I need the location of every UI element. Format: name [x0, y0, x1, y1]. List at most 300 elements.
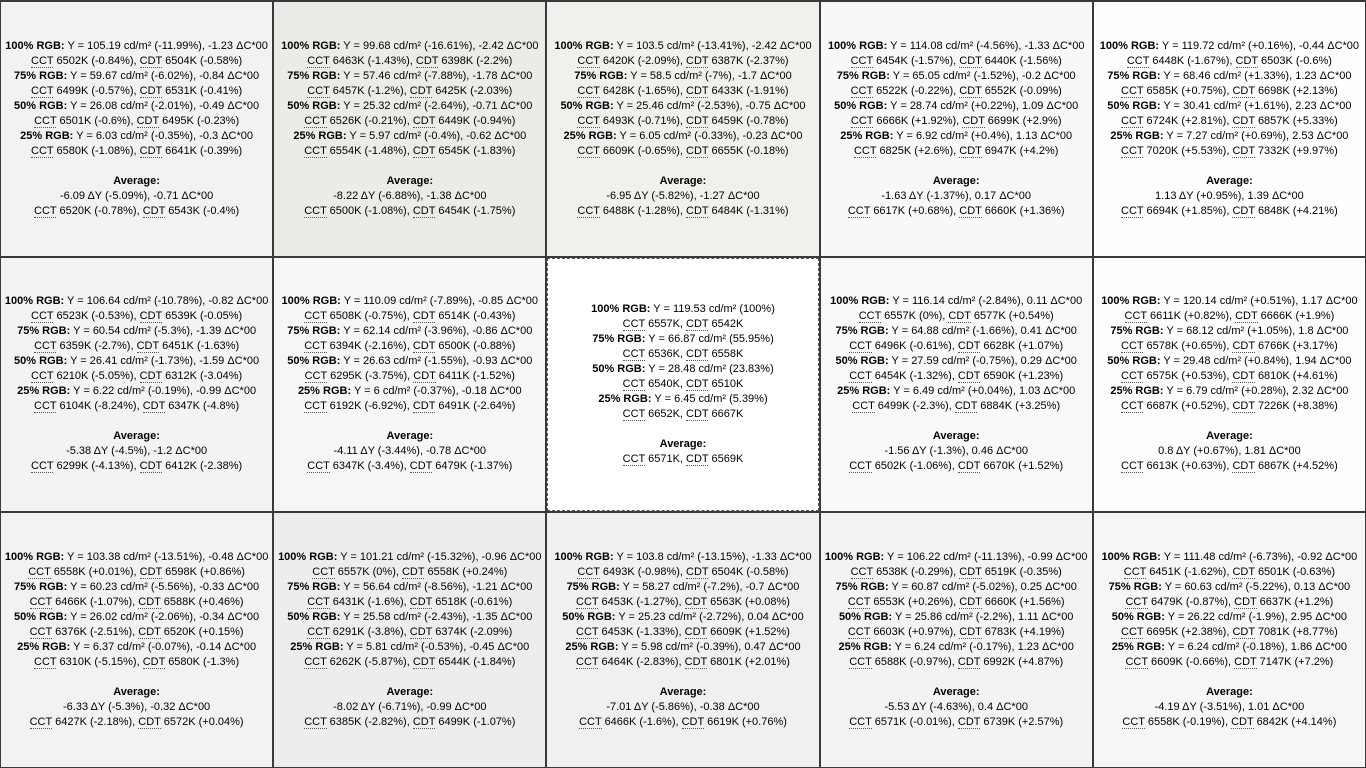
rgb-level-label: 25% RGB:	[840, 129, 894, 142]
cct-value: 6262K (-5.87%),	[329, 656, 410, 669]
rgb-level-label: 25% RGB:	[565, 641, 619, 654]
cdt-value: 6539K (-0.05%)	[165, 310, 243, 323]
cct-value: 6496K (-0.61%),	[874, 340, 955, 353]
cct-abbr: CCT	[307, 460, 330, 473]
measurement-cell	[821, 513, 1092, 767]
rgb-level-line	[1107, 354, 1351, 369]
rgb-level-line	[287, 324, 532, 339]
cdt-abbr: CDT	[412, 114, 436, 127]
cct-abbr: CCT	[34, 400, 57, 413]
temperature-line	[304, 655, 515, 670]
cct-abbr: CCT	[31, 84, 54, 97]
cct-abbr: CCT	[31, 460, 54, 473]
cct-abbr: CCT	[304, 400, 327, 413]
cct-abbr: CCT	[304, 340, 327, 353]
rgb-level-label: 100% RGB:	[5, 39, 65, 52]
cdt-abbr: CDT	[409, 84, 433, 97]
cct-value: 6508K (-0.75%),	[329, 310, 410, 323]
average-heading: Average:	[932, 430, 980, 443]
rgb-level-line	[834, 99, 1078, 114]
rgb-level-line	[287, 580, 532, 595]
cdt-value: 6628K (+1.07%)	[983, 340, 1064, 353]
temperature-line	[304, 144, 515, 159]
luminance-value: Y = 60.54 cd/m² (-5.3%), -1.39 ΔC*00	[73, 325, 257, 338]
cct-value: 6540K,	[648, 377, 683, 390]
average-heading: Average:	[113, 686, 160, 699]
cdt-value: 6440K (-1.56%)	[984, 54, 1062, 67]
luminance-value: Y = 120.14 cd/m² (+0.51%), 1.17 ΔC*00	[1163, 295, 1358, 308]
luminance-value: Y = 7.27 cd/m² (+0.69%), 2.53 ΔC*00	[1166, 129, 1349, 142]
temperature-line	[1121, 144, 1338, 159]
cdt-abbr: CDT	[1235, 54, 1258, 67]
cdt-value: 6670K (+1.52%)	[983, 460, 1064, 473]
cdt-value: 6558K	[711, 347, 744, 360]
cct-abbr: CCT	[1121, 370, 1144, 383]
rgb-level-line	[282, 294, 539, 309]
cdt-value: 6387K (-2.37%)	[711, 54, 789, 67]
average-delta: -8.02 ΔY (-6.71%), -0.99 ΔC*00	[333, 701, 487, 714]
temperature-line	[34, 399, 239, 414]
average-delta: -4.19 ΔY (-3.51%), 1.01 ΔC*00	[1154, 701, 1305, 714]
rgb-level-label: 75% RGB:	[1110, 325, 1164, 338]
cct-value: 6585K (+0.75%),	[1146, 84, 1230, 97]
cct-abbr: CCT	[579, 716, 602, 729]
rgb-level-label: 100% RGB:	[554, 551, 614, 564]
cdt-value: 6545K (-1.83%)	[438, 144, 516, 157]
average-temperature-line	[30, 715, 244, 730]
cct-abbr: CCT	[28, 566, 51, 579]
cdt-abbr: CDT	[684, 626, 708, 639]
rgb-level-line	[17, 384, 256, 399]
rgb-level-label: 100% RGB:	[554, 39, 614, 52]
luminance-value: Y = 6.37 cd/m² (-0.07%), -0.14 ΔC*00	[73, 641, 257, 654]
rgb-level-label: 75% RGB:	[287, 69, 341, 82]
cct-value: 6502K (-0.84%),	[56, 54, 137, 67]
rgb-level-line	[14, 69, 259, 84]
cdt-abbr: CDT	[957, 460, 981, 473]
temperature-line	[1121, 339, 1338, 354]
luminance-value: Y = 58.5 cd/m² (-7%), -1.7 ΔC*00	[630, 69, 792, 82]
cct-value: 6466K (-1.07%),	[55, 596, 136, 609]
cct-abbr: CCT	[29, 716, 53, 729]
luminance-value: Y = 6.45 cd/m² (5.39%)	[654, 392, 768, 405]
cct-value: 6385K (-2.82%),	[329, 716, 410, 729]
cct-abbr: CCT	[576, 596, 599, 609]
luminance-value: Y = 58.27 cd/m² (-7.2%), -0.7 ΔC*00	[622, 581, 800, 594]
temperature-line	[31, 54, 242, 69]
rgb-level-label: 100% RGB:	[281, 39, 341, 52]
cct-abbr: CCT	[1121, 144, 1144, 157]
cdt-value: 6577K (+0.54%)	[973, 310, 1054, 323]
cdt-value: 6552K (-0.09%)	[984, 84, 1062, 97]
temperature-line	[30, 595, 244, 610]
temperature-line	[28, 565, 245, 580]
rgb-level-line	[1110, 324, 1348, 339]
luminance-value: Y = 103.8 cd/m² (-13.15%), -1.33 ΔC*00	[616, 551, 812, 564]
luminance-value: Y = 59.67 cd/m² (-6.02%), -0.84 ΔC*00	[70, 69, 260, 82]
cct-abbr: CCT	[34, 340, 57, 353]
rgb-level-line	[830, 294, 1082, 309]
luminance-value: Y = 119.72 cd/m² (+0.16%), -0.44 ΔC*00	[1161, 39, 1360, 52]
rgb-level-label: 75% RGB:	[14, 581, 68, 594]
rgb-level-label: 25% RGB:	[1110, 385, 1164, 398]
cdt-value: 6518K (-0.61%)	[435, 596, 513, 609]
cct-value: 6603K (+0.97%),	[873, 626, 957, 639]
temperature-line	[34, 655, 239, 670]
average-heading: Average:	[1206, 686, 1253, 699]
cdt-value: 6698K (+2.13%)	[1257, 84, 1338, 97]
luminance-value: Y = 6.49 cd/m² (+0.04%), 1.03 ΔC*00	[893, 385, 1076, 398]
cct-abbr: CCT	[304, 144, 327, 157]
temperature-line	[848, 595, 1065, 610]
cdt-value: 7226K (+8.38%)	[1257, 400, 1338, 413]
cct-value: 6428K (-1.65%),	[602, 84, 683, 97]
average-heading: Average:	[386, 686, 434, 699]
rgb-level-label: 75% RGB:	[836, 69, 890, 82]
cdt-value: 6479K (-1.37%)	[435, 460, 513, 473]
rgb-level-label: 75% RGB:	[835, 325, 889, 338]
rgb-level-line	[839, 640, 1074, 655]
luminance-value: Y = 101.21 cd/m² (-15.32%), -0.96 ΔC*00	[340, 551, 542, 564]
cct-abbr: CCT	[577, 144, 600, 157]
cct-abbr: CCT	[307, 84, 330, 97]
rgb-level-line	[835, 324, 1076, 339]
average-heading: Average:	[1206, 174, 1253, 187]
rgb-level-label: 25% RGB:	[17, 385, 71, 398]
cct-abbr: CCT	[847, 204, 871, 217]
cdt-abbr: CDT	[957, 370, 981, 383]
measurement-cell	[1094, 2, 1365, 256]
cdt-value: 6411K (-1.52%)	[438, 370, 515, 383]
cct-abbr: CCT	[849, 716, 872, 729]
rgb-level-label: 100% RGB:	[824, 551, 885, 564]
luminance-value: Y = 68.46 cd/m² (+1.33%), 1.23 ΔC*00	[1163, 69, 1352, 82]
temperature-line	[1121, 399, 1338, 414]
cdt-abbr: CDT	[1234, 656, 1257, 669]
luminance-value: Y = 6.05 cd/m² (-0.33%), -0.23 ΔC*00	[619, 129, 803, 142]
rgb-level-line	[14, 354, 259, 369]
average-temperature-line	[1122, 715, 1336, 730]
cdt-value: 6783K (+4.19%)	[984, 626, 1065, 639]
luminance-value: Y = 25.86 cd/m² (-2.2%), 1.11 ΔC*00	[894, 611, 1074, 624]
rgb-level-label: 100% RGB:	[4, 295, 65, 308]
rgb-level-label: 50% RGB:	[1111, 611, 1165, 624]
temperature-line	[304, 114, 515, 129]
cdt-abbr: CDT	[139, 54, 163, 67]
cdt-abbr: CDT	[138, 716, 161, 729]
temperature-line	[577, 114, 788, 129]
average-temperature-line	[304, 204, 515, 219]
cct-abbr: CCT	[622, 317, 646, 330]
average-delta: 1.13 ΔY (+0.95%), 1.39 ΔC*00	[1155, 189, 1304, 202]
rgb-level-label: 50% RGB:	[14, 355, 68, 368]
cct-abbr: CCT	[852, 400, 875, 413]
rgb-level-label: 100% RGB:	[281, 295, 341, 308]
luminance-value: Y = 103.5 cd/m² (-13.41%), -2.42 ΔC*00	[616, 39, 812, 52]
cdt-abbr: CDT	[409, 596, 433, 609]
measurement-cell	[1, 513, 272, 767]
rgb-level-line	[574, 69, 792, 84]
luminance-value: Y = 26.02 cd/m² (-2.06%), -0.34 ΔC*00	[70, 611, 260, 624]
cct-abbr: CCT	[1122, 716, 1145, 729]
cdt-value: 6425K (-2.03%)	[435, 84, 513, 97]
cct-value: 6523K (-0.53%),	[56, 310, 137, 323]
rgb-level-line	[825, 550, 1088, 565]
cct-value: 6104K (-8.24%),	[59, 400, 140, 413]
rgb-level-label: 25% RGB:	[598, 392, 652, 405]
cdt-value: 6563K (+0.08%)	[710, 596, 790, 609]
cdt-abbr: CDT	[948, 310, 971, 323]
temperature-line	[848, 625, 1065, 640]
rgb-level-label: 50% RGB:	[287, 611, 341, 624]
cdt-abbr: CDT	[686, 377, 709, 390]
luminance-value: Y = 105.19 cd/m² (-11.99%), -1.23 ΔC*00	[67, 39, 268, 52]
temperature-line	[577, 84, 788, 99]
cct-value: 6347K (-3.4%),	[332, 460, 407, 473]
rgb-level-line	[287, 354, 532, 369]
measurement-cell	[1, 258, 272, 512]
cdt-abbr: CDT	[959, 204, 982, 217]
cdt-value: 6312K (-3.04%)	[165, 370, 243, 383]
average-temperature-line	[31, 459, 242, 474]
luminance-value: Y = 6.24 cd/m² (-0.18%), 1.86 ΔC*00	[1167, 641, 1348, 654]
luminance-value: Y = 6.92 cd/m² (+0.4%), 1.13 ΔC*00	[896, 129, 1073, 142]
rgb-level-label: 50% RGB:	[838, 611, 893, 624]
average-temperature-line	[849, 459, 1063, 474]
rgb-level-line	[5, 550, 268, 565]
cct-abbr: CCT	[850, 54, 874, 67]
cct-value: 6502K (-1.06%),	[874, 460, 955, 473]
luminance-value: Y = 106.64 cd/m² (-10.78%), -0.82 ΔC*00	[67, 295, 269, 308]
cdt-abbr: CDT	[959, 566, 982, 579]
luminance-value: Y = 56.64 cd/m² (-8.56%), -1.21 ΔC*00	[343, 581, 533, 594]
rgb-level-line	[567, 580, 800, 595]
cdt-value: 6660K (+1.56%)	[984, 596, 1065, 609]
cdt-abbr: CDT	[684, 596, 708, 609]
temperature-line	[851, 84, 1062, 99]
average-temperature-line	[1121, 204, 1338, 219]
rgb-level-line	[592, 362, 774, 377]
luminance-value: Y = 66.87 cd/m² (55.95%)	[648, 332, 774, 345]
rgb-level-line	[840, 129, 1072, 144]
luminance-value: Y = 111.48 cd/m² (-6.73%), -0.92 ΔC*00	[1163, 551, 1358, 564]
cct-abbr: CCT	[1121, 460, 1144, 473]
temperature-line	[304, 309, 515, 324]
cdt-value: 6544K (-1.84%)	[438, 656, 516, 669]
temperature-line	[31, 84, 242, 99]
cdt-abbr: CDT	[957, 656, 981, 669]
cct-abbr: CCT	[1121, 400, 1144, 413]
cct-value: 6687K (+0.52%),	[1146, 400, 1230, 413]
rgb-level-label: 50% RGB:	[592, 362, 646, 375]
luminance-value: Y = 110.09 cd/m² (-7.89%), -0.85 ΔC*00	[343, 295, 539, 308]
measurement-cell	[274, 258, 545, 512]
cdt-value: 6454K (-1.75%)	[438, 204, 516, 217]
measurement-cell	[1094, 513, 1365, 767]
cct-value: 6557K (0%),	[337, 566, 399, 579]
cdt-abbr: CDT	[1232, 144, 1255, 157]
cdt-value: 6451K (-1.63%)	[162, 340, 240, 353]
rgb-level-line	[5, 294, 268, 309]
rgb-level-label: 25% RGB:	[20, 129, 74, 142]
rgb-level-line	[1110, 384, 1348, 399]
rgb-level-label: 100% RGB:	[591, 302, 651, 315]
rgb-level-label: 25% RGB:	[563, 129, 617, 142]
cct-value: 6609K (-0.65%),	[602, 144, 683, 157]
cdt-value: 6520K (+0.15%)	[163, 626, 244, 639]
cdt-abbr: CDT	[142, 204, 166, 217]
cdt-abbr: CDT	[139, 460, 163, 473]
temperature-line	[307, 595, 512, 610]
rgb-level-label: 75% RGB:	[14, 69, 68, 82]
cdt-value: 6433K (-1.91%)	[711, 84, 789, 97]
cct-abbr: CCT	[34, 204, 57, 217]
cct-value: 6427K (-2.18%),	[55, 716, 136, 729]
cdt-value: 6867K (+4.52%)	[1257, 460, 1338, 473]
rgb-level-line	[592, 332, 774, 347]
cct-value: 6538K (-0.29%),	[876, 566, 957, 579]
average-delta: -6.33 ΔY (-5.3%), -0.32 ΔC*00	[63, 701, 211, 714]
cdt-abbr: CDT	[136, 340, 160, 353]
rgb-level-line	[1109, 580, 1350, 595]
temperature-line	[851, 114, 1062, 129]
cdt-value: 6842K (+4.14%)	[1256, 716, 1337, 729]
cdt-abbr: CDT	[139, 84, 163, 97]
cdt-abbr: CDT	[681, 716, 705, 729]
rgb-level-label: 75% RGB:	[835, 581, 889, 594]
luminance-value: Y = 64.88 cd/m² (-1.66%), 0.41 ΔC*00	[891, 325, 1077, 338]
rgb-level-line	[1112, 610, 1347, 625]
luminance-value: Y = 57.46 cd/m² (-7.88%), -1.78 ΔC*00	[343, 69, 533, 82]
reference-cell	[547, 258, 818, 512]
temperature-line	[31, 144, 242, 159]
rgb-level-line	[1102, 550, 1358, 565]
rgb-level-label: 75% RGB:	[566, 581, 620, 594]
rgb-level-line	[554, 39, 811, 54]
cct-value: 6453K (-1.27%),	[601, 596, 682, 609]
cct-value: 6588K (-0.97%),	[874, 656, 955, 669]
cdt-abbr: CDT	[136, 114, 160, 127]
temperature-line	[851, 54, 1062, 69]
cct-abbr: CCT	[849, 370, 872, 383]
cct-abbr: CCT	[1124, 310, 1147, 323]
cdt-abbr: CDT	[1235, 310, 1258, 323]
cdt-value: 6412K (-2.38%)	[165, 460, 243, 473]
luminance-value: Y = 106.22 cd/m² (-11.13%), -0.99 ΔC*00	[887, 551, 1088, 564]
cdt-value: 6484K (-1.31%)	[711, 204, 789, 217]
cdt-value: 6609K (+1.52%)	[710, 626, 790, 639]
cct-value: 6310K (-5.15%),	[59, 656, 140, 669]
rgb-level-label: 25% RGB:	[838, 641, 892, 654]
cdt-abbr: CDT	[954, 400, 978, 413]
cct-abbr: CCT	[850, 84, 874, 97]
cct-value: 6394K (-2.16%),	[329, 340, 410, 353]
luminance-value: Y = 60.23 cd/m² (-5.56%), -0.33 ΔC*00	[70, 581, 260, 594]
cct-abbr: CCT	[577, 54, 600, 67]
rgb-level-line	[14, 99, 259, 114]
cct-value: 6553K (+0.26%),	[873, 596, 957, 609]
cdt-abbr: CDT	[1232, 400, 1255, 413]
average-temperature-line	[848, 204, 1065, 219]
temperature-line	[307, 54, 512, 69]
cct-value: 6501K (-0.6%),	[59, 114, 134, 127]
rgb-level-label: 100% RGB:	[278, 551, 338, 564]
rgb-level-label: 100% RGB:	[827, 39, 888, 52]
cct-abbr: CCT	[304, 204, 327, 217]
cdt-value: 6637K (+1.2%)	[1259, 596, 1334, 609]
cct-value: 6499K (-2.3%),	[877, 400, 952, 413]
temperature-line	[852, 399, 1060, 414]
cdt-abbr: CDT	[959, 626, 982, 639]
luminance-value: Y = 30.41 cd/m² (+1.61%), 2.23 ΔC*00	[1163, 99, 1352, 112]
luminance-value: Y = 27.59 cd/m² (-0.75%), 0.29 ΔC*00	[891, 355, 1077, 368]
cct-abbr: CCT	[1126, 54, 1150, 67]
luminance-value: Y = 28.48 cd/m² (23.83%)	[648, 362, 774, 375]
cdt-abbr: CDT	[686, 204, 709, 217]
luminance-value: Y = 99.68 cd/m² (-16.61%), -2.42 ΔC*00	[343, 39, 539, 52]
cdt-abbr: CDT	[139, 144, 163, 157]
cct-value: 6724K (+2.81%),	[1146, 114, 1230, 127]
rgb-level-line	[17, 640, 256, 655]
temperature-line	[34, 339, 239, 354]
temperature-line	[623, 347, 744, 362]
luminance-value: Y = 5.98 cd/m² (-0.39%), 0.47 ΔC*00	[621, 641, 801, 654]
cdt-value: 6491K (-2.64%)	[438, 400, 516, 413]
cdt-value: 6699K (+2.9%)	[987, 114, 1062, 127]
cdt-value: 6500K (-0.88%)	[438, 340, 516, 353]
cct-value: 6454K (-1.32%),	[874, 370, 955, 383]
cdt-value: 6542K	[711, 317, 744, 330]
cct-value: 6500K (-1.08%),	[329, 204, 410, 217]
cct-value: 6464K (-2.83%),	[601, 656, 682, 669]
rgb-level-line	[281, 39, 538, 54]
cct-value: 6448K (-1.67%),	[1152, 54, 1233, 67]
cdt-value: 6667K	[711, 407, 744, 420]
rgb-level-label: 100% RGB:	[1099, 39, 1160, 52]
temperature-line	[623, 377, 744, 392]
average-temperature-line	[849, 715, 1063, 730]
cct-abbr: CCT	[576, 656, 599, 669]
measurement-cell	[274, 2, 545, 256]
cct-value: 6825K (+2.6%),	[879, 144, 957, 157]
cct-value: 6295K (-3.75%),	[330, 370, 411, 383]
rgb-level-label: 50% RGB:	[1107, 355, 1161, 368]
average-temperature-line	[577, 204, 788, 219]
cct-abbr: CCT	[29, 626, 53, 639]
cct-abbr: CCT	[31, 310, 54, 323]
cct-abbr: CCT	[31, 370, 54, 383]
cct-value: 7020K (+5.53%),	[1146, 144, 1230, 157]
cct-value: 6359K (-2.7%),	[59, 340, 134, 353]
temperature-line	[1127, 54, 1332, 69]
cdt-value: 6569K	[711, 452, 744, 465]
rgb-level-line	[1107, 99, 1351, 114]
average-heading: Average:	[1206, 430, 1253, 443]
average-heading: Average:	[932, 686, 980, 699]
temperature-line	[851, 565, 1062, 580]
cdt-value: 6739K (+2.57%)	[983, 716, 1064, 729]
cct-value: 6210K (-5.05%),	[56, 370, 137, 383]
cct-abbr: CCT	[1121, 114, 1144, 127]
cdt-value: 6504K (-0.58%)	[711, 566, 789, 579]
temperature-line	[849, 339, 1063, 354]
cct-value: 6493K (-0.71%),	[602, 114, 683, 127]
average-delta: 0.8 ΔY (+0.67%), 1.81 ΔC*00	[1158, 445, 1301, 458]
cct-abbr: CCT	[307, 596, 330, 609]
luminance-value: Y = 26.08 cd/m² (-2.01%), -0.49 ΔC*00	[70, 99, 260, 112]
cdt-abbr: CDT	[138, 626, 161, 639]
luminance-value: Y = 6.22 cd/m² (-0.19%), -0.99 ΔC*00	[73, 385, 257, 398]
